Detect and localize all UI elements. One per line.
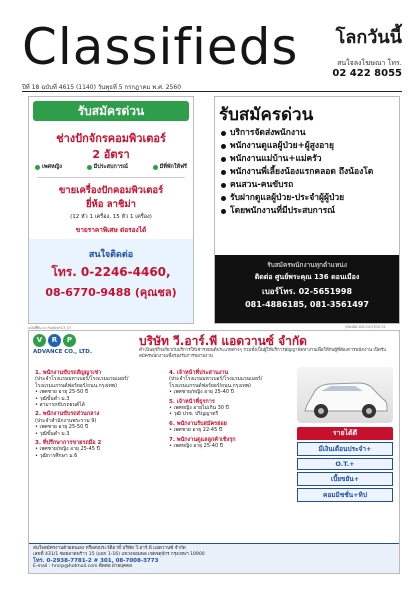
ad-header: รับสมัครด่วน (219, 105, 314, 125)
position-line: • เพศชาย อายุ 22-45 ปี (169, 427, 223, 434)
masthead-divider (22, 91, 402, 92)
ad-header: รับสมัครด่วน (33, 101, 189, 121)
vrp-logo (33, 334, 76, 347)
car-image (297, 367, 393, 423)
issue-line: ปีที่ 18 ฉบับที่ 4615 (1140) วันพุธที่ 5 กรกฎาคม พ.ศ. 2560 (22, 84, 182, 91)
income-item: เบี้ยขยัน+ (297, 472, 393, 486)
contact-phone-2: 081-4886185, 081-3561497 (245, 300, 369, 309)
divider (37, 177, 185, 178)
positions-column-1 (35, 367, 165, 459)
list-item (221, 153, 395, 166)
list-item (221, 205, 395, 218)
list-item-label: บริการจัดส่งพนักงาน (230, 128, 306, 138)
ad-code: (88488-DM-20/1510 01 (345, 325, 386, 329)
footer-line: สนใจสมัครงานด้วยตนเอง หรือส่งประวัติมาที่ บริษัท วี.อาร์.พี แอดวานซ์ จำกัด (33, 546, 186, 551)
list-item-label: พนักงานแม่บ้าน+แม่ครัว (230, 154, 322, 164)
position-heading: 2. พนักงานขับรถส่วนกลาง (35, 411, 100, 418)
position-line: • เพศชาย อายุ 25-50 ปี (35, 424, 89, 431)
logo-letter: P (63, 334, 76, 347)
contact-phone-2: 08-6770-9488 (คุณชล) (45, 286, 177, 299)
position-line: โรงแรมแกรนด์ฟอร์ยอร์/ถนน.กรุงเทพ) (35, 382, 118, 389)
sale-title: ขายเครื่องปักคอมพิวเตอร์ (58, 185, 164, 196)
position-heading: 1. พนักงานขับรถสัญญาเช่า (35, 370, 102, 376)
position-heading: 5. เจ้าหน้าที่ธุรการ (169, 398, 215, 405)
ad-vrp-advance (28, 330, 400, 574)
footer-email: E-mail : hrvrp@hotmail.com ติดต่อ ฝ่ายบุคคล (33, 564, 132, 569)
contact-heading: สนใจติดต่อ (88, 250, 134, 260)
list-item (221, 166, 395, 179)
income-item: คอมมิชชั่น+ทิป (297, 488, 393, 502)
position-heading: 6. พนักงานรับสมัครย่อย (169, 420, 227, 427)
sale-note: (12 หัว 1 เครื่อง, 15 หัว 1 เครื่อง) (70, 214, 152, 220)
list-item (221, 127, 395, 140)
list-item-label: รับฝากดูแลผู้ป่วย-ประจำผู้ผู้ป่วย (230, 193, 345, 203)
position-heading: 4. เจ้าหน้าที่ประสานงาน (169, 370, 229, 376)
list-item (221, 179, 395, 192)
positions-column-2 (169, 367, 293, 449)
list-item-label: พนักงานพี่เลี้ยงน้องแรกคลอด ถึงน้องโต (230, 167, 374, 177)
position-line: • เพศชาย/หญิง อายุ 25-40 ปี (169, 389, 234, 396)
contact-panel (215, 255, 399, 323)
page-title: Classifieds (22, 18, 299, 76)
recruit-line: รับสมัครพนักงานทุกตำแหน่ง (267, 261, 347, 269)
bullet-icon (221, 183, 226, 188)
contact-phone-1: เบอร์โทร. 02-5651998 (261, 287, 353, 296)
tag-label: เพศหญิง (42, 164, 62, 170)
position-line: • วุฒิ ปวช. ปริญญาตรี (169, 411, 219, 418)
company-name-th: บริษัท วี.อาร์.พี แอดวานซ์ จำกัด (139, 334, 307, 348)
contact-phone-1: โทร. 0-2246-4460, (51, 265, 171, 279)
position-line: (ประจำสำนักงานพระราม 9) (35, 417, 97, 424)
service-list (221, 127, 395, 218)
footer-line: เลขที่ 431/1 ซอยลาดพร้าว 15 (แยก 1-16) แขวงจอมพล เขตจตุจักร กรุงเทพฯ 10900 (33, 552, 205, 557)
position-line: • สามารถขับรถยนต์ได้ (35, 402, 85, 409)
vrp-contact-footer (29, 543, 399, 573)
list-item (221, 192, 395, 205)
list-item (221, 140, 395, 153)
tag-item (35, 163, 62, 171)
position-line: • วุฒิการศึกษา ม.6 (35, 452, 78, 459)
position-count: 2 อัตรา (92, 148, 130, 161)
bullet-icon (221, 170, 226, 175)
tag-item (87, 163, 128, 171)
sale-brand: ยี่ห้อ ลาชิม่า (85, 199, 137, 210)
bullet-icon (221, 131, 226, 136)
contact-address: ติดต่อ ศูนย์พระคุณ 136 ดอนเมือง (254, 273, 360, 281)
logo-letter: V (33, 334, 46, 347)
position-line: • เพศชาย/หญิง อายุ 25-45 ปี (35, 446, 100, 453)
position-line: • วุฒิขั้นต่ำ ม.3 (35, 430, 70, 437)
position-line: (ประจำโรงแรมมหาเบอร์/โรงแรมแรมเมยร์/ (169, 376, 263, 383)
position-line: • เพศหญิง อายุไม่เกิน 30 ปี (169, 405, 229, 412)
car-icon (297, 367, 393, 423)
footer-phone: โทร. 0-2938-7781-2 # 301, 08-7008-3773 (33, 558, 159, 564)
income-box (297, 427, 393, 502)
list-item-label: พนักงานดูแลผู้ป่วย+ผู้สูงอายุ (230, 141, 334, 151)
bullet-icon (221, 144, 226, 149)
position-heading: 3. ที่ปรึกษาการขายรถมือ 2 (35, 440, 102, 447)
bullet-icon (221, 209, 226, 214)
company-name-en: ADVANCE CO., LTD. (33, 349, 92, 355)
position-line: (ประจำโรงแรมมหาเบอร์/โรงแรมแรมเมยร์/ (35, 376, 129, 383)
company-intro: ดำเนินธุรกิจเกี่ยวกับบริการให้เช่ารถยนต์ประเภทต่างๆ รวมทั้งเป็นผู้ให้บริการสัญญาจัดหางานเพื่อให้กับผู้ที่ต้องการพนักงาน เปิดรับสมัครพนักงานเพื่อรองรับการขยายงาน (139, 348, 387, 359)
income-item: O.T.+ (297, 458, 393, 470)
tag-item (153, 163, 187, 171)
income-label: รายได้ดี (297, 427, 393, 440)
bullet-icon (35, 165, 40, 170)
position-line: โรงแรมแกรนด์ฟอร์ยอร์/ถนน.กรุงเทพ) (169, 382, 252, 389)
position-title: ช่างปักจักรคอมพิวเตอร์ (56, 132, 166, 145)
logo-letter: R (48, 334, 61, 347)
position-line: • วุฒิขั้นต่ำ ม.3 (35, 395, 70, 402)
bullet-icon (221, 196, 226, 201)
sale-promo: ขายราคาพิเศษ ต่อรองได้ (75, 226, 147, 234)
bullet-icon (153, 165, 158, 170)
position-heading: 7. พนักงานดูแลลูกค้าเชิงรุก (169, 436, 236, 443)
ad-embroidery (28, 96, 194, 324)
ad-contact-label: สนใจลงโฆษณา โทร. (337, 59, 402, 67)
position-tags (35, 163, 187, 171)
tag-label: มีประสบการณ์ (93, 164, 128, 170)
tag-label: มีที่พักให้ฟรี (159, 164, 187, 170)
newspaper-logo: โลกวันนี้ (335, 27, 402, 48)
bullet-icon (87, 165, 92, 170)
ad-staffing (214, 96, 400, 324)
bullet-icon (221, 157, 226, 162)
ad-contact-phone: 02 422 8055 (332, 68, 402, 79)
position-line: • เพศชาย อายุ 25-50 ปี (35, 389, 89, 396)
position-line: • เพศหญิง อายุ 25-40 ปี (169, 443, 223, 450)
list-item-label: โดยพนักงานที่มีประสบการณ์ (230, 206, 336, 216)
income-item: มีเงินเดือนประจำ+ (297, 442, 393, 456)
list-item-label: คนสวน-คนขับรถ (230, 180, 294, 190)
masthead (22, 12, 402, 92)
ad-code: ฉบับที่ยีน-ก=รับสมัคร13_07 (28, 326, 72, 330)
